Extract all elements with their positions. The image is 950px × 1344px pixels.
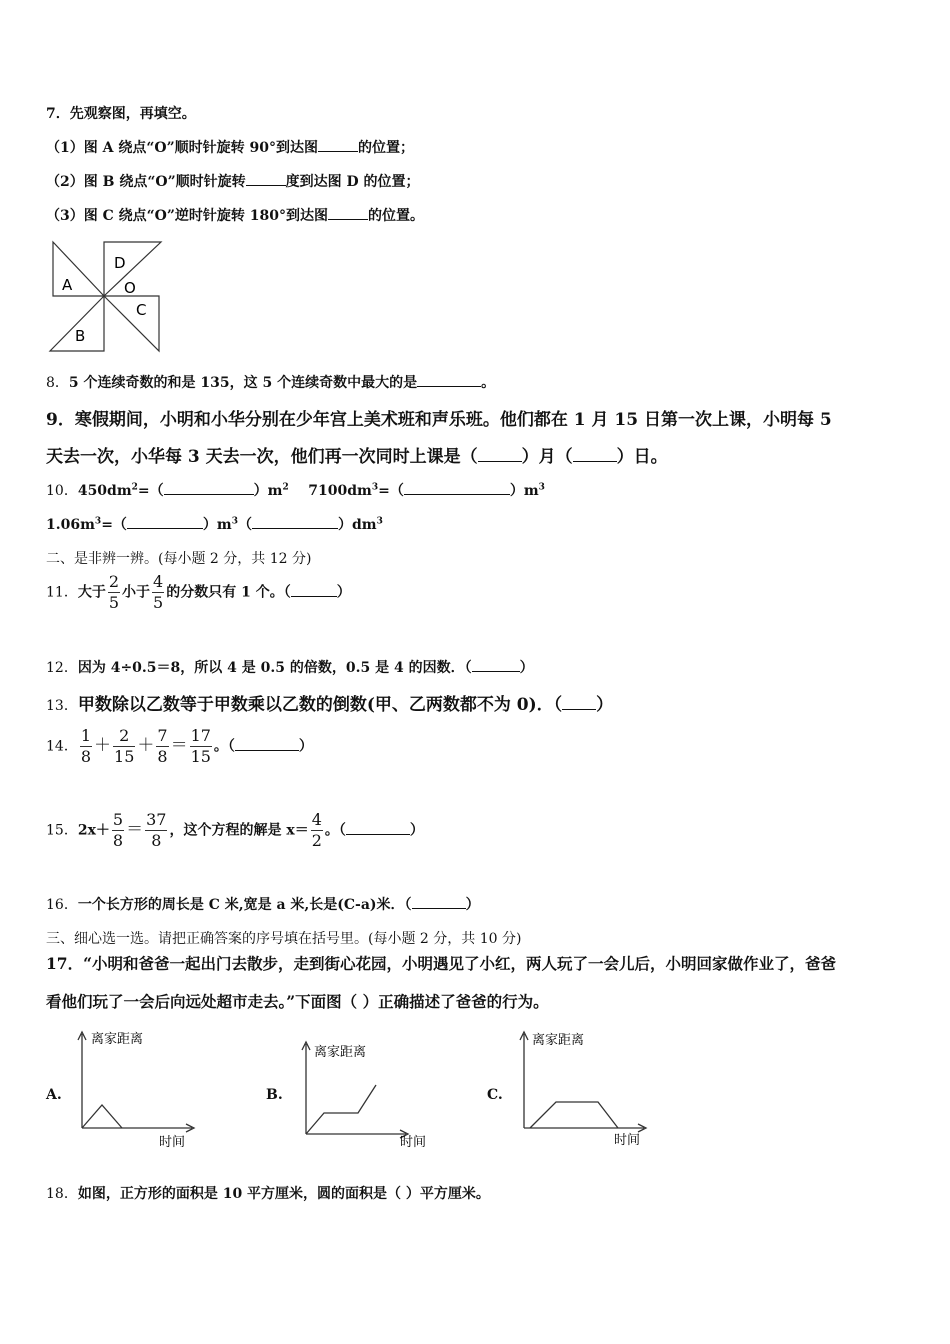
q11-t1: 大于 [77, 584, 106, 601]
x-axis-label: 时间 [614, 1133, 641, 1148]
q10-b4: （ [238, 517, 253, 533]
q10-line2 [46, 514, 383, 534]
option-b-label[interactable]: B. [266, 1087, 283, 1103]
q10-sup3: 3 [376, 516, 383, 527]
q15-t1: 2x＋ [77, 822, 110, 839]
q9-end: ）日。 [616, 447, 668, 467]
distance-line [82, 1105, 122, 1128]
q12-end: ） [519, 660, 534, 676]
q13-text: 甲数除以乙数等于甲数乘以乙数的倒数(甲、乙两数都不为 0)．（ [77, 695, 563, 715]
label-d: D [114, 254, 126, 272]
answer-blank[interactable] [346, 822, 410, 835]
q7-p2-end: 度到达图 D 的位置； [285, 174, 420, 190]
q11-t3: 的分数只有 1 个。（ [166, 584, 291, 601]
answer-blank[interactable] [573, 449, 617, 462]
q10-b1: 1.06m [46, 517, 95, 533]
fraction: $\frac{2}{15}$ [114, 726, 135, 766]
q15-t4: ） [409, 822, 424, 839]
q8 [46, 372, 495, 392]
fraction: $\frac{5}{8}$ [112, 810, 124, 850]
fraction: $\frac{4}{5}$ [153, 572, 164, 612]
label-c: C [136, 301, 147, 319]
q8-text: 5 个连续奇数的和是 135，这 5 个连续奇数中最大的是 [68, 375, 418, 391]
q14: 14． $\frac{1}{8}$ ＋ $\frac{2}{15}$ ＋ $\frac{7}{8}$ ＝ $\frac{17}{15}$ 。（ ） [46, 726, 313, 766]
q7-p1-text: （1）图 A 绕点“O”顺时针旋转 90°到达图 [46, 140, 319, 156]
answer-blank[interactable] [562, 697, 596, 710]
q10-sup3: 3 [371, 482, 379, 493]
y-axis-label: 离家距离 [532, 1033, 585, 1048]
q16 [46, 894, 480, 914]
pinwheel-figure [46, 238, 166, 358]
q10-sup3: 3 [231, 516, 239, 527]
q13 [46, 690, 613, 715]
q10-a1: 450dm [77, 483, 132, 499]
q10-a2: =（ [137, 483, 164, 499]
q15-t3: 。（ [324, 822, 346, 839]
q11-t2: 小于 [122, 584, 151, 601]
fraction: $\frac{2}{5}$ [108, 572, 120, 612]
q17-line2: 看他们玩了一会后向远处超市走去。”下面图（ ）正确描述了爸爸的行为。 [46, 992, 549, 1011]
fraction: $\frac{4}{2}$ [311, 810, 322, 850]
q10-sup3: 3 [538, 482, 545, 493]
y-axis-label: 离家距离 [91, 1032, 144, 1047]
x-axis-label: 时间 [159, 1135, 186, 1150]
answer-blank[interactable] [404, 482, 510, 495]
q15: 15．2x＋ $\frac{5}{8}$ ＝ $\frac{37}{8}$ ，这个方程的解是 x＝ $\frac{4}{2}$ 。（ ） [46, 810, 424, 850]
q10-a3: ）m [253, 483, 283, 499]
x-axis-label: 时间 [400, 1135, 427, 1150]
section-2-heading: 二、是非辨一辨。(每小题 2 分，共 12 分) [46, 551, 312, 567]
fraction: $\frac{1}{8}$ [80, 726, 92, 766]
q13-number: 13． [46, 698, 78, 714]
graph-a [74, 1026, 204, 1151]
q10-b5: ）dm [338, 517, 377, 533]
answer-blank[interactable] [127, 516, 203, 529]
q18-number: 18． [46, 1186, 78, 1202]
q9-mid: ）月（ [521, 447, 573, 467]
q10-a4: 7100dm [308, 483, 372, 499]
q9-line1: 9．寒假期间，小明和小华分别在少年宫上美术班和声乐班。他们都在 1 月 15 日第一次上课，小明每 5 [46, 410, 832, 430]
answer-blank[interactable] [246, 173, 286, 186]
q16-text: 一个长方形的周长是 C 米,宽是 a 米,长是(C-a)米．（ [77, 897, 412, 913]
q10-sup: 2 [282, 482, 289, 493]
graph-b [296, 1036, 441, 1151]
q10-line1 [46, 480, 545, 500]
q16-end: ） [465, 897, 480, 913]
q10-a6: ）m [509, 483, 539, 499]
q15-number: 15． [46, 822, 78, 839]
q7-part1 [46, 137, 414, 157]
q7-part3 [46, 205, 424, 225]
graph-c [514, 1026, 664, 1151]
distance-line [306, 1085, 376, 1134]
answer-blank[interactable] [328, 207, 368, 220]
q15-t2: ，这个方程的解是 x＝ [169, 822, 309, 839]
answer-blank[interactable] [472, 659, 520, 672]
q11-t4: ） [336, 584, 351, 601]
q10-b3: ）m [202, 517, 232, 533]
q7-stem: 7．先观察图，再填空。 [46, 106, 196, 122]
triangle-a [53, 242, 104, 296]
fraction: $\frac{7}{8}$ [157, 726, 168, 766]
q12-text: 因为 4÷0.5＝8，所以 4 是 0.5 的倍数，0.5 是 4 的因数．（ [77, 660, 472, 676]
q10-sup3: 3 [94, 516, 102, 527]
q9-line2 [46, 442, 668, 467]
label-o: O [124, 279, 136, 297]
answer-blank[interactable] [478, 449, 522, 462]
q10-b2: =（ [101, 517, 127, 533]
answer-blank[interactable] [417, 374, 481, 387]
section-3-heading: 三、细心选一选。请把正确答案的序号填在括号里。(每小题 2 分，共 10 分) [46, 931, 522, 947]
q14-t2: ） [298, 738, 313, 755]
q8-number: 8． [46, 375, 69, 391]
q7-p3-end: 的位置。 [368, 208, 425, 224]
label-a: A [62, 276, 73, 294]
q12 [46, 657, 534, 677]
q13-end: ） [596, 695, 614, 715]
q10-number: 10． [46, 483, 78, 499]
q10-sup: 2 [131, 482, 138, 493]
q7-part2 [46, 171, 420, 191]
q11-number: 11． [46, 584, 78, 601]
q12-number: 12． [46, 660, 78, 676]
q11 [46, 572, 351, 613]
q10-a5: =（ [378, 483, 404, 499]
q7-p1-end: 的位置； [358, 140, 415, 156]
q9-text: 天去一次，小华每 3 天去一次，他们再一次同时上课是（ [46, 447, 478, 467]
fraction: $\frac{17}{15}$ [190, 726, 211, 766]
q7-p3-text: （3）图 C 绕点“O”逆时针旋转 180°到达图 [46, 208, 329, 224]
q8-end: 。 [481, 375, 496, 391]
triangle-c [104, 296, 159, 351]
q17-line1: 17．“小明和爸爸一起出门去散步，走到街心花园，小明遇见了小红，两人玩了一会儿后，小明回家做作业了，爸爸 [46, 954, 836, 973]
distance-line [530, 1102, 618, 1128]
answer-blank[interactable] [318, 139, 358, 152]
answer-blank[interactable] [291, 584, 337, 597]
q18-text: 如图，正方形的面积是 10 平方厘米，圆的面积是（ ）平方厘米。 [77, 1186, 490, 1202]
option-c-label[interactable]: C. [487, 1087, 503, 1103]
q16-number: 16． [46, 897, 78, 913]
q14-t1: 。（ [213, 738, 235, 755]
answer-blank[interactable] [412, 896, 466, 909]
answer-blank[interactable] [235, 738, 299, 751]
q18 [46, 1183, 490, 1203]
answer-blank[interactable] [252, 516, 338, 529]
fraction: $\frac{37}{8}$ [146, 810, 167, 850]
q7-p2-text: （2）图 B 绕点“O”顺时针旋转 [46, 174, 246, 190]
answer-blank[interactable] [164, 482, 254, 495]
label-b: B [75, 327, 86, 345]
y-axis-label: 离家距离 [314, 1045, 367, 1060]
q14-number: 14． [46, 738, 78, 755]
option-a-label[interactable]: A. [46, 1087, 62, 1103]
